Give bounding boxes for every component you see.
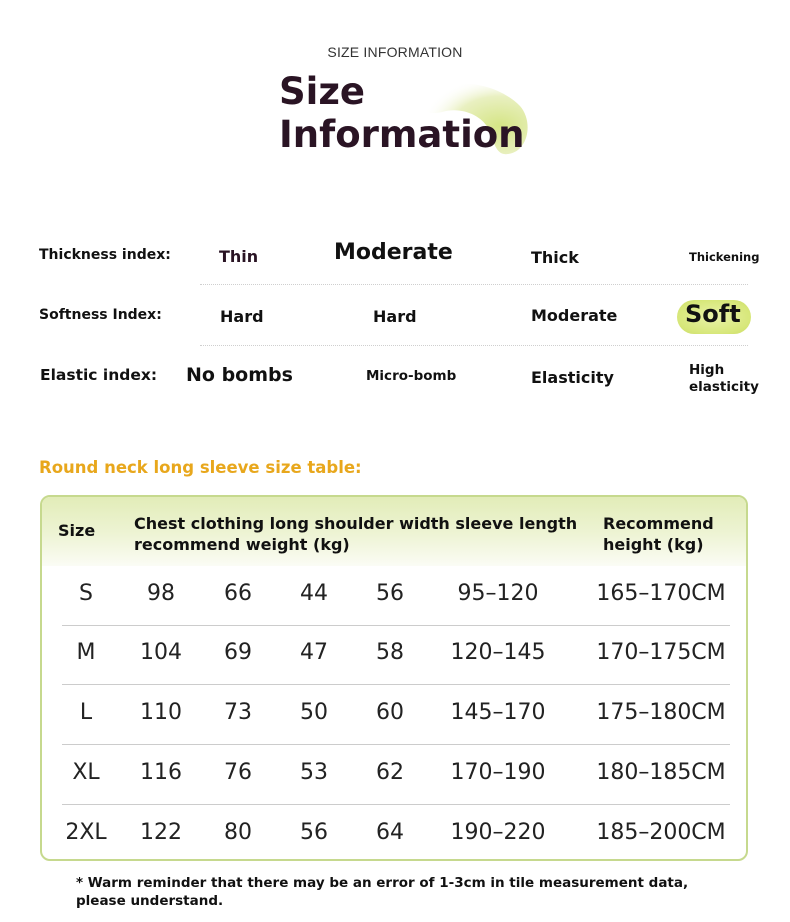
cell-size: M xyxy=(76,640,96,665)
elastic-label: Elastic index: xyxy=(40,366,158,384)
cell-sleeve: 56 xyxy=(376,581,404,606)
title-line-2: Information xyxy=(279,113,525,156)
header-measurements xyxy=(134,513,577,555)
row-divider xyxy=(62,744,730,745)
header-size: Size xyxy=(58,521,96,540)
cell-chest: 104 xyxy=(140,640,182,665)
elastic-option-high-elasticity: High elasticity xyxy=(689,362,759,395)
divider xyxy=(200,284,748,286)
cell-weight: 95–120 xyxy=(457,581,539,606)
softness-option-soft: Soft xyxy=(685,300,741,328)
cell-chest: 116 xyxy=(140,760,182,785)
thickness-option-thickening: Thickening xyxy=(689,250,760,264)
warm-reminder-note: * Warm reminder that there may be an error of 1-3cm in tile measurement data, please understand. xyxy=(76,875,689,909)
elastic-option-no-bombs: No bombs xyxy=(186,364,293,386)
cell-chest: 110 xyxy=(140,700,182,725)
cell-weight: 170–190 xyxy=(450,760,546,785)
header-measurements-line-2: recommend weight (kg) xyxy=(134,535,350,554)
cell-height: 165–170CM xyxy=(596,581,726,606)
header-height-line-1: Recommend xyxy=(603,514,714,533)
thickness-option-thick: Thick xyxy=(531,248,579,267)
cell-sleeve: 64 xyxy=(376,820,404,845)
cell-length: 69 xyxy=(224,640,252,665)
elastic-option-micro-bomb: Micro-bomb xyxy=(366,368,457,384)
header-measurements-line-1: Chest clothing long shoulder width sleeve length xyxy=(134,514,578,533)
cell-chest: 122 xyxy=(140,820,182,845)
cell-size: L xyxy=(79,700,93,725)
cell-height: 185–200CM xyxy=(596,820,726,845)
thickness-option-moderate: Moderate xyxy=(334,240,453,265)
cell-size: 2XL xyxy=(65,820,107,845)
cell-length: 66 xyxy=(224,581,252,606)
cell-height: 175–180CM xyxy=(596,700,726,725)
cell-weight: 190–220 xyxy=(450,820,546,845)
cell-sleeve: 62 xyxy=(376,760,404,785)
cell-shoulder: 47 xyxy=(300,640,328,665)
row-divider xyxy=(62,625,730,626)
elastic-option-elasticity: Elasticity xyxy=(531,368,614,387)
row-divider xyxy=(62,684,730,685)
thickness-label: Thickness index: xyxy=(39,247,171,263)
softness-option-hard-1: Hard xyxy=(220,307,264,326)
cell-length: 73 xyxy=(224,700,252,725)
subtitle: SIZE INFORMATION xyxy=(327,44,463,60)
cell-length: 80 xyxy=(224,820,252,845)
row-divider xyxy=(62,804,730,805)
cell-size: XL xyxy=(72,760,100,785)
cell-height: 180–185CM xyxy=(596,760,726,785)
cell-sleeve: 58 xyxy=(376,640,404,665)
cell-height: 170–175CM xyxy=(596,640,726,665)
cell-shoulder: 44 xyxy=(300,581,328,606)
cell-shoulder: 50 xyxy=(300,700,328,725)
softness-option-moderate: Moderate xyxy=(531,306,618,325)
cell-chest: 98 xyxy=(147,581,175,606)
cell-length: 76 xyxy=(224,760,252,785)
cell-shoulder: 56 xyxy=(300,820,328,845)
table-header xyxy=(42,497,746,566)
size-table xyxy=(40,495,748,861)
softness-label: Softness Index: xyxy=(39,307,162,323)
thickness-option-thin: Thin xyxy=(219,247,259,266)
cell-sleeve: 60 xyxy=(376,700,404,725)
table-title: Round neck long sleeve size table: xyxy=(39,458,362,477)
softness-option-hard-2: Hard xyxy=(373,307,417,326)
cell-shoulder: 53 xyxy=(300,760,328,785)
cell-weight: 120–145 xyxy=(450,640,546,665)
page-title xyxy=(279,70,525,156)
cell-weight: 145–170 xyxy=(450,700,546,725)
title-line-1: Size xyxy=(279,70,365,113)
cell-size: S xyxy=(79,581,93,606)
header-height-line-2: height (kg) xyxy=(603,535,704,554)
header-height xyxy=(603,513,714,555)
divider xyxy=(200,345,748,347)
